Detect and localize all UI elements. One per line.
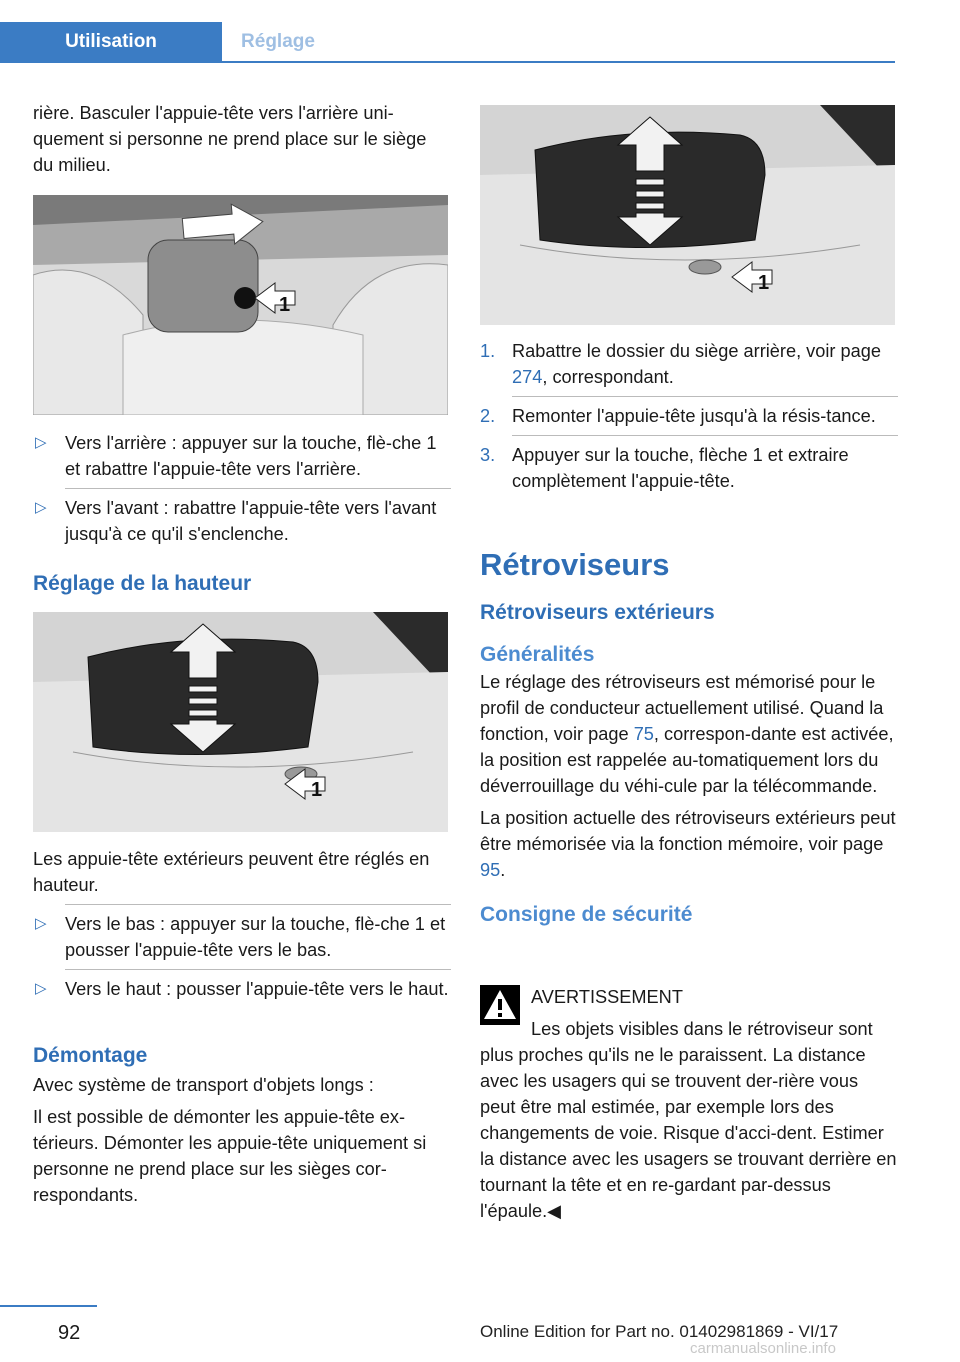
tab-reglage[interactable]: Réglage — [241, 31, 315, 52]
removal-paragraph-2: Il est possible de démonter les appuie-tête ex-térieurs. Démonter les appuie-tête uniquement si personne ne prend place sur les sièges cor-respondants. — [33, 1107, 427, 1205]
height-paragraph: Les appuie-tête extérieurs peuvent être réglés en hauteur. — [33, 849, 430, 895]
page-link-274[interactable]: 274 — [512, 367, 543, 387]
list-item: 3. Appuyer sur la touche, flèche 1 et extraire complètement l'appuie-tête. — [480, 445, 849, 491]
heading-general: Généralités — [480, 643, 595, 666]
heading-safety: Consigne de sécurité — [480, 903, 693, 926]
warning-text: Les objets visibles dans le rétroviseur sont plus proches qu'ils ne le paraissent. La distance avec les usagers qui se trouvent der-rière vous peut être mal estimée, par exemple lors des changements de voie. Risque d'acci-dent. Estimer la distance avec les usagers se trouvant derrière en tournant la tête et en re-gardant par-dessus l'épaule.◀ — [480, 1019, 897, 1221]
triangle-bullet-icon: ▷ — [35, 499, 47, 516]
warning-title: AVERTISSEMENT — [531, 987, 683, 1007]
left-column — [33, 100, 451, 178]
list-item: ▷ Vers le haut : pousser l'appuie-tête vers le haut. — [33, 976, 451, 1002]
general-paragraph-1: Le réglage des rétroviseurs est mémorisé pour le profil de conducteur actuellement utilisé. Quand la fonction, voir page 75, correspon-dante est activée, la position est rappelée au-tomatiquement lors du déverrouillage du véhi-cule par la télécommande. — [480, 672, 894, 796]
triangle-bullet-icon: ▷ — [35, 434, 47, 451]
callout-label: 1 — [279, 294, 291, 316]
triangle-bullet-icon: ▷ — [35, 915, 47, 932]
steps-list — [480, 338, 898, 494]
figure-headrest-height — [33, 612, 448, 832]
footer-rule — [0, 1305, 97, 1307]
height-section — [33, 846, 451, 1002]
callout-label: 1 — [758, 272, 770, 294]
footer-edition: Online Edition for Part no. 01402981869 - VI/17 — [480, 1322, 839, 1341]
divider — [512, 396, 898, 397]
divider — [65, 488, 451, 489]
removal-section — [33, 1044, 451, 1208]
list-item: 2. Remonter l'appuie-tête jusqu'à la résis-tance. — [480, 406, 876, 426]
list-item: 1. Rabattre le dossier du siège arrière, voir page 274, correspondant. — [480, 341, 881, 387]
general-paragraph-2: La position actuelle des rétroviseurs extérieurs peut être mémorisée via la fonction mémoire, voir page 95. — [480, 808, 896, 880]
mirrors-section — [480, 547, 898, 927]
page-link-75[interactable]: 75 — [633, 724, 654, 744]
page-link-95[interactable]: 95 — [480, 860, 501, 880]
figure-headrest-tilt — [33, 195, 448, 415]
list-item: ▷ Vers l'avant : rabattre l'appuie-tête vers l'avant jusqu'à ce qu'il s'enclenche. — [33, 495, 451, 547]
divider — [65, 904, 451, 905]
header-rule — [0, 61, 895, 63]
bullet-list-tilt — [33, 430, 451, 547]
figure-headrest-remove — [480, 105, 895, 325]
tab-utilisation[interactable]: Utilisation — [0, 22, 222, 62]
page-number: 92 — [58, 1322, 81, 1344]
heading-height-adjust: Réglage de la hauteur — [33, 572, 252, 595]
triangle-bullet-icon: ▷ — [35, 980, 47, 997]
heading-removal: Démontage — [33, 1044, 148, 1067]
watermark: carmanualsonline.info — [690, 1340, 836, 1357]
list-item: ▷ Vers le bas : appuyer sur la touche, flè-che 1 et pousser l'appuie-tête vers le bas. — [33, 911, 451, 963]
intro-paragraph: rière. Basculer l'appuie-tête vers l'arrière uni-quement si personne ne prend place sur le siège du milieu. — [33, 103, 427, 175]
divider — [512, 435, 898, 436]
divider — [65, 969, 451, 970]
removal-paragraph-1: Avec système de transport d'objets longs : — [33, 1075, 374, 1095]
callout-label: 1 — [311, 779, 323, 801]
heading-mirrors: Rétroviseurs — [480, 547, 670, 582]
list-item: ▷ Vers l'arrière : appuyer sur la touche, flè-che 1 et rabattre l'appuie-tête vers l'arrière. — [33, 430, 451, 482]
heading-exterior-mirrors: Rétroviseurs extérieurs — [480, 601, 715, 624]
